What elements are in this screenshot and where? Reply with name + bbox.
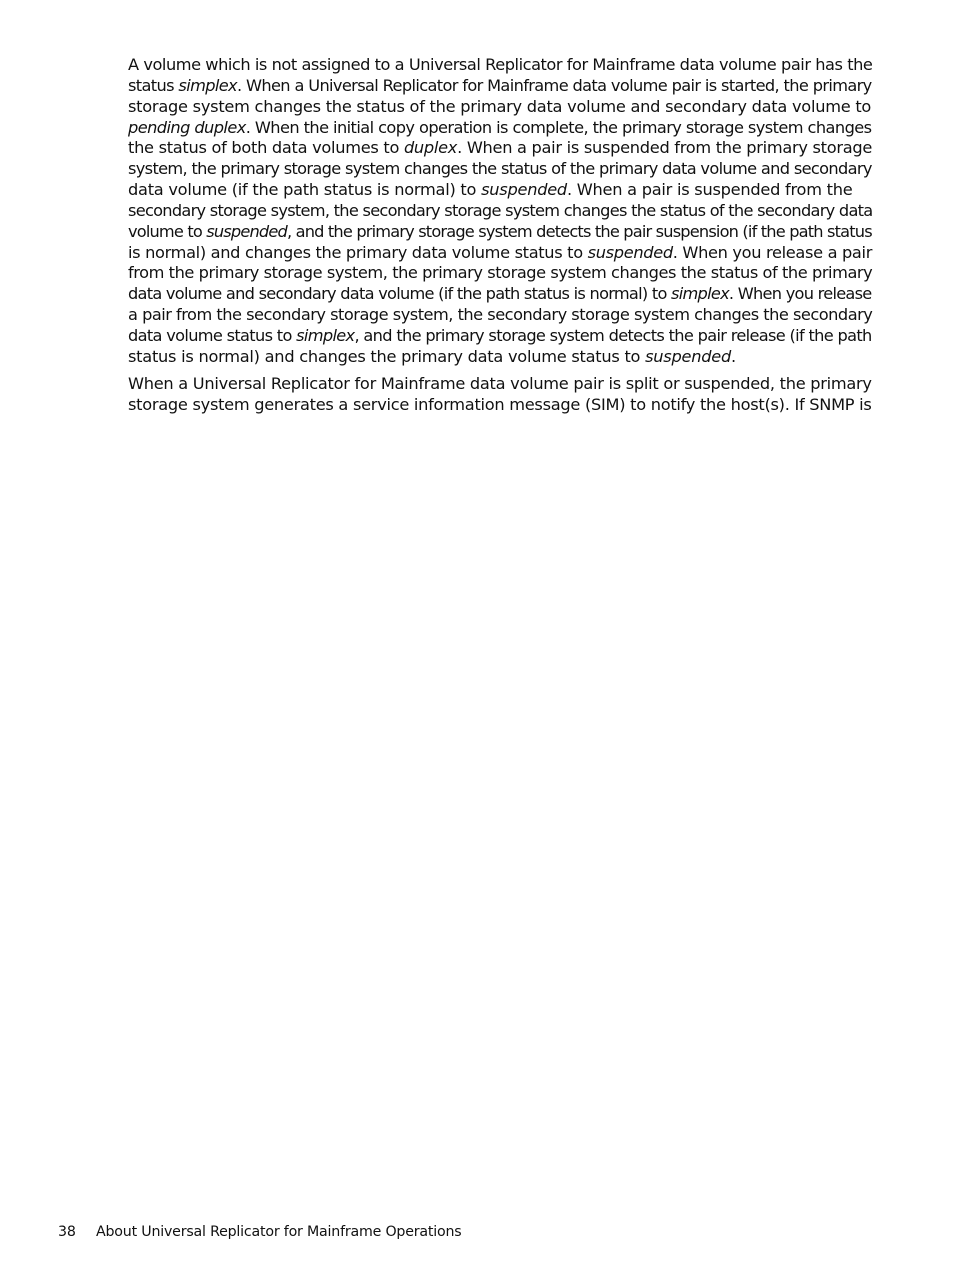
text-line bbox=[128, 395, 872, 416]
text-run: is normal) and changes the primary data volume status to bbox=[128, 242, 588, 262]
italic-term: pending duplex bbox=[128, 117, 246, 137]
text-run: . When a pair is suspended from the primary storage bbox=[457, 138, 873, 158]
text-run: from the primary storage system, the primary storage system changes the status of the primary bbox=[128, 263, 873, 283]
text-run: data volume and secondary data volume (if the path status is normal) to bbox=[128, 284, 672, 304]
text-line bbox=[128, 305, 872, 326]
italic-term: simplex bbox=[178, 75, 237, 95]
text-line bbox=[128, 159, 872, 180]
text-line bbox=[128, 374, 872, 395]
italic-term: suspended bbox=[206, 221, 287, 241]
text-line bbox=[128, 201, 872, 222]
text-line bbox=[128, 222, 872, 243]
text-line bbox=[128, 138, 872, 159]
text-run: . When you release a pair bbox=[672, 242, 873, 262]
text-run: . When a Universal Replicator for Mainframe data volume pair is started, the primary bbox=[236, 75, 872, 95]
text-run: the status of both data volumes to bbox=[128, 138, 404, 158]
text-run: status bbox=[128, 75, 179, 95]
text-line bbox=[128, 97, 872, 118]
text-run: A volume which is not assigned to a Universal Replicator for Mainframe data volume pair has the bbox=[128, 55, 873, 74]
text-run: , and the primary storage system detects the pair suspension (if the path status bbox=[286, 221, 872, 241]
text-run: secondary storage system, the secondary storage system changes the status of the secondary data bbox=[128, 200, 873, 220]
text-run: a pair from the secondary storage system, the secondary storage system changes the secondary bbox=[128, 305, 873, 325]
text-line bbox=[128, 284, 872, 305]
text-line bbox=[128, 118, 872, 139]
body-paragraph bbox=[128, 374, 872, 416]
text-run: system, the primary storage system changes the status of the primary data volume and secondary bbox=[128, 159, 872, 179]
text-run: . When the initial copy operation is complete, the primary storage system changes bbox=[245, 117, 872, 137]
body-paragraph bbox=[128, 55, 872, 368]
text-line bbox=[128, 347, 872, 368]
page-footer bbox=[58, 1222, 461, 1242]
italic-term: simplex bbox=[671, 284, 729, 304]
text-run: data volume (if the path status is normal) to bbox=[128, 180, 482, 200]
page-number: 38 bbox=[58, 1224, 76, 1240]
text-run: , and the primary storage system detects the pair release (if the path bbox=[354, 325, 872, 345]
text-line bbox=[128, 326, 872, 347]
italic-term: suspended bbox=[645, 346, 731, 366]
text-run: . When a pair is suspended from the bbox=[566, 180, 853, 200]
text-line bbox=[128, 76, 872, 97]
text-line bbox=[128, 180, 872, 201]
footer-section-title: About Universal Replicator for Mainframe Operations bbox=[96, 1224, 462, 1240]
italic-term: duplex bbox=[403, 138, 458, 158]
text-run: status is normal) and changes the primary data volume status to bbox=[128, 346, 646, 366]
italic-term: simplex bbox=[296, 325, 355, 345]
text-line bbox=[128, 243, 872, 264]
text-run: . bbox=[731, 346, 736, 366]
text-run: storage system generates a service information message (SIM) to notify the host(s). If SNMP is bbox=[128, 394, 872, 414]
text-line bbox=[128, 263, 872, 284]
text-run: data volume status to bbox=[128, 325, 297, 345]
italic-term: suspended bbox=[481, 180, 567, 200]
italic-term: suspended bbox=[587, 242, 673, 262]
text-run: storage system changes the status of the primary data volume and secondary data volume to bbox=[128, 96, 872, 116]
body-text bbox=[128, 55, 872, 421]
text-line bbox=[128, 55, 872, 76]
text-run: . When you release bbox=[728, 284, 872, 304]
text-run: volume to bbox=[128, 221, 207, 241]
text-run: When a Universal Replicator for Mainframe data volume pair is split or suspended, the primary bbox=[128, 373, 872, 393]
